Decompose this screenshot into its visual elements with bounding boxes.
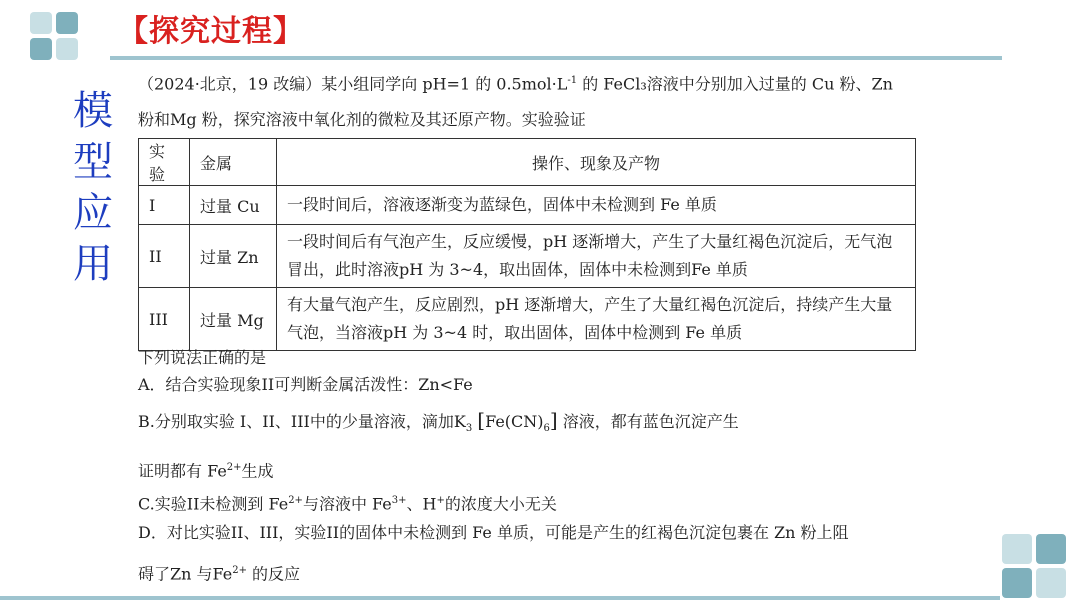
cell-desc: 有大量气泡产生，反应剧烈，pH 逐渐增大，产生了大量红褐色沉淀后，持续产生大量气泡，当溶液pH 为 3~4 时，取出固体，固体中检测到 Fe 单质 [277, 288, 916, 351]
option-d2-sup: 2+ [232, 564, 247, 576]
title-underline [110, 56, 1002, 60]
option-c-pre: C.实验II未检测到 Fe [138, 493, 289, 513]
side-char-2: 型 [73, 139, 113, 185]
option-c-post: 的浓度大小无关 [444, 493, 557, 513]
intro-line-2: 粉和Mg 粉，探究溶液中氧化剂的微粒及其还原产物。实验验证 [138, 110, 586, 130]
title-area [118, 12, 304, 52]
cell-id: II [139, 225, 190, 288]
logo-squares-bottom-right [1002, 534, 1072, 604]
side-char-3: 应 [73, 190, 113, 236]
option-c-sup3: + [436, 494, 445, 506]
cell-desc: 一段时间后有气泡产生，反应缓慢，pH 逐渐增大，产生了大量红褐色沉淀后，无气泡冒出，此时溶液pH 为 3~4，取出固体，固体中未检测到Fe 单质 [277, 225, 916, 288]
option-c-sup2: 3+ [391, 494, 407, 506]
page-title: 【探究过程】 [118, 14, 304, 49]
option-b-sub6: 6 [543, 423, 550, 435]
option-c-mid2: 、H [406, 493, 437, 513]
option-b2-pre: 证明都有 Fe [138, 461, 227, 481]
option-b-line-2 [138, 453, 968, 486]
intro-text-1-tail: 的 FeCl₃溶液中分别加入过量的 Cu 粉、Zn [577, 74, 893, 94]
intro-sup: -1 [567, 75, 578, 86]
option-c [138, 487, 968, 518]
header-metal: 金属 [190, 139, 277, 186]
option-d-line-2 [138, 552, 968, 593]
side-char-4: 用 [73, 241, 113, 287]
cell-desc: 一段时间后，溶液逐渐变为蓝绿色，固体中未检测到 Fe 单质 [277, 186, 916, 225]
option-d2-pre: 碍了Zn 与Fe [138, 564, 233, 584]
option-b-complex: Fe(CN) [485, 412, 544, 431]
option-c-mid: 与溶液中 Fe [302, 493, 392, 513]
side-char-1: 模 [73, 88, 113, 134]
bracket-left: [ [477, 408, 486, 432]
table-header-row [139, 139, 916, 186]
option-d: D．对比实验II、III，实验II的固体中未检测到 Fe 单质，可能是产生的红褐色沉淀包裹在 Zn 粉上阻 [138, 522, 849, 542]
header-operation: 操作、现象及产物 [277, 139, 916, 186]
cell-id: III [139, 288, 190, 351]
table-row [139, 288, 916, 351]
content-area [138, 66, 968, 584]
logo-squares-top-left [30, 12, 88, 70]
cell-metal: 过量 Cu [190, 186, 277, 225]
option-b-pre: B.分别取实验 I、II、III中的少量溶液，滴加K [138, 412, 466, 431]
intro-text-1: （2024·北京，19 改编）某小组同学向 pH=1 的 0.5mol·L [138, 74, 568, 94]
option-a: A．结合实验现象II可判断金属活泼性：Zn<Fe [138, 375, 473, 394]
experiment-table [138, 138, 916, 351]
option-b-sub3: 3 [465, 423, 473, 435]
table-row [139, 186, 916, 225]
bottom-accent-bar [0, 596, 1000, 600]
option-d2-post: 的反应 [246, 564, 301, 584]
bracket-right: ] [549, 408, 558, 432]
question-block [138, 346, 968, 593]
intro-line-1 [138, 66, 968, 99]
cell-metal: 过量 Mg [190, 288, 277, 351]
header-experiment: 实验 [139, 139, 190, 186]
option-b-post: 溶液，都有蓝色沉淀产生 [562, 412, 739, 431]
side-label [66, 86, 120, 290]
cell-id: I [139, 186, 190, 225]
option-c-sup1: 2+ [288, 494, 303, 506]
option-b [138, 400, 968, 449]
cell-metal: 过量 Zn [190, 225, 277, 288]
option-b2-post: 生成 [241, 461, 274, 481]
option-b2-sup: 2+ [226, 462, 242, 474]
question-prompt: 下列说法正确的是 [138, 348, 267, 367]
table-row [139, 225, 916, 288]
